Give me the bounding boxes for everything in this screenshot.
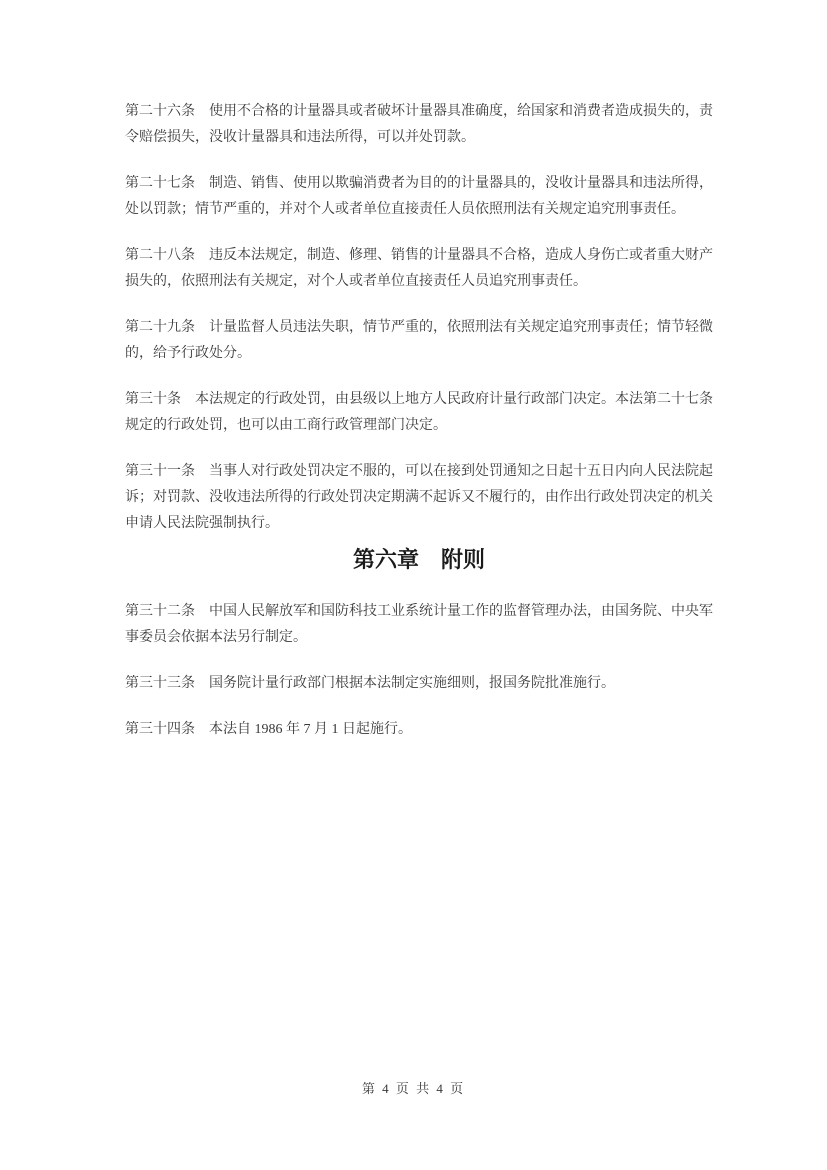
article-body: 计量监督人员违法失职，情节严重的，依照刑法有关规定追究刑事责任；情节轻微的，给予行政处分。 xyxy=(125,320,713,361)
article-body: 违反本法规定，制造、修理、销售的计量器具不合格，造成人身伤亡或者重大财产损失的，依照刑法有关规定，对个人或者单位直接责任人员追究刑事责任。 xyxy=(125,248,713,289)
article-number-gap xyxy=(195,732,209,733)
article-number: 第三十一条 xyxy=(125,464,195,479)
article-number: 第二十七条 xyxy=(125,176,195,191)
article-28 xyxy=(125,243,713,295)
article-number: 第三十三条 xyxy=(125,676,195,691)
article-number-gap xyxy=(181,402,195,403)
document-content xyxy=(125,99,713,763)
article-29 xyxy=(125,315,713,367)
article-number: 第三十条 xyxy=(125,392,181,407)
article-34 xyxy=(125,717,713,743)
article-30 xyxy=(125,387,713,439)
article-number-gap xyxy=(195,114,209,115)
article-number: 第二十八条 xyxy=(125,248,195,263)
article-27 xyxy=(125,171,713,223)
article-number-gap xyxy=(195,474,209,475)
article-32 xyxy=(125,599,713,651)
article-body: 当事人对行政处罚决定不服的，可以在接到处罚通知之日起十五日内向人民法院起诉；对罚款、没收违法所得的行政处罚决定期满不起诉又不履行的，由作出行政处罚决定的机关申请人民法院强制执行。 xyxy=(125,464,713,531)
article-body: 中国人民解放军和国防科技工业系统计量工作的监督管理办法，由国务院、中央军事委员会依据本法另行制定。 xyxy=(125,604,713,645)
article-body: 使用不合格的计量器具或者破坏计量器具准确度，给国家和消费者造成损失的，责令赔偿损失，没收计量器具和违法所得，可以并处罚款。 xyxy=(125,104,713,145)
article-number-gap xyxy=(195,686,209,687)
article-number: 第三十四条 xyxy=(125,722,195,737)
article-body: 本法自 1986 年 7 月 1 日起施行。 xyxy=(209,722,412,737)
page-number-label: 第 4 页 共 4 页 xyxy=(361,1081,466,1096)
article-31 xyxy=(125,459,713,537)
article-body: 国务院计量行政部门根据本法制定实施细则，报国务院批准施行。 xyxy=(209,676,615,691)
article-number-gap xyxy=(195,258,209,259)
article-33 xyxy=(125,671,713,697)
article-body: 制造、销售、使用以欺骗消费者为目的的计量器具的，没收计量器具和违法所得，处以罚款；情节严重的，并对个人或者单位直接责任人员依照刑法有关规定追究刑事责任。 xyxy=(125,176,713,217)
page-footer xyxy=(0,1081,827,1097)
article-number: 第二十六条 xyxy=(125,104,195,119)
chapter-heading: 第六章 附则 xyxy=(352,547,485,572)
article-number: 第二十九条 xyxy=(125,320,195,335)
article-number-gap xyxy=(195,330,209,331)
article-number-gap xyxy=(195,614,209,615)
article-number-gap xyxy=(195,186,209,187)
article-number: 第三十二条 xyxy=(125,604,195,619)
article-26 xyxy=(125,99,713,151)
article-body: 本法规定的行政处罚，由县级以上地方人民政府计量行政部门决定。本法第二十七条规定的行政处罚，也可以由工商行政管理部门决定。 xyxy=(125,392,713,433)
